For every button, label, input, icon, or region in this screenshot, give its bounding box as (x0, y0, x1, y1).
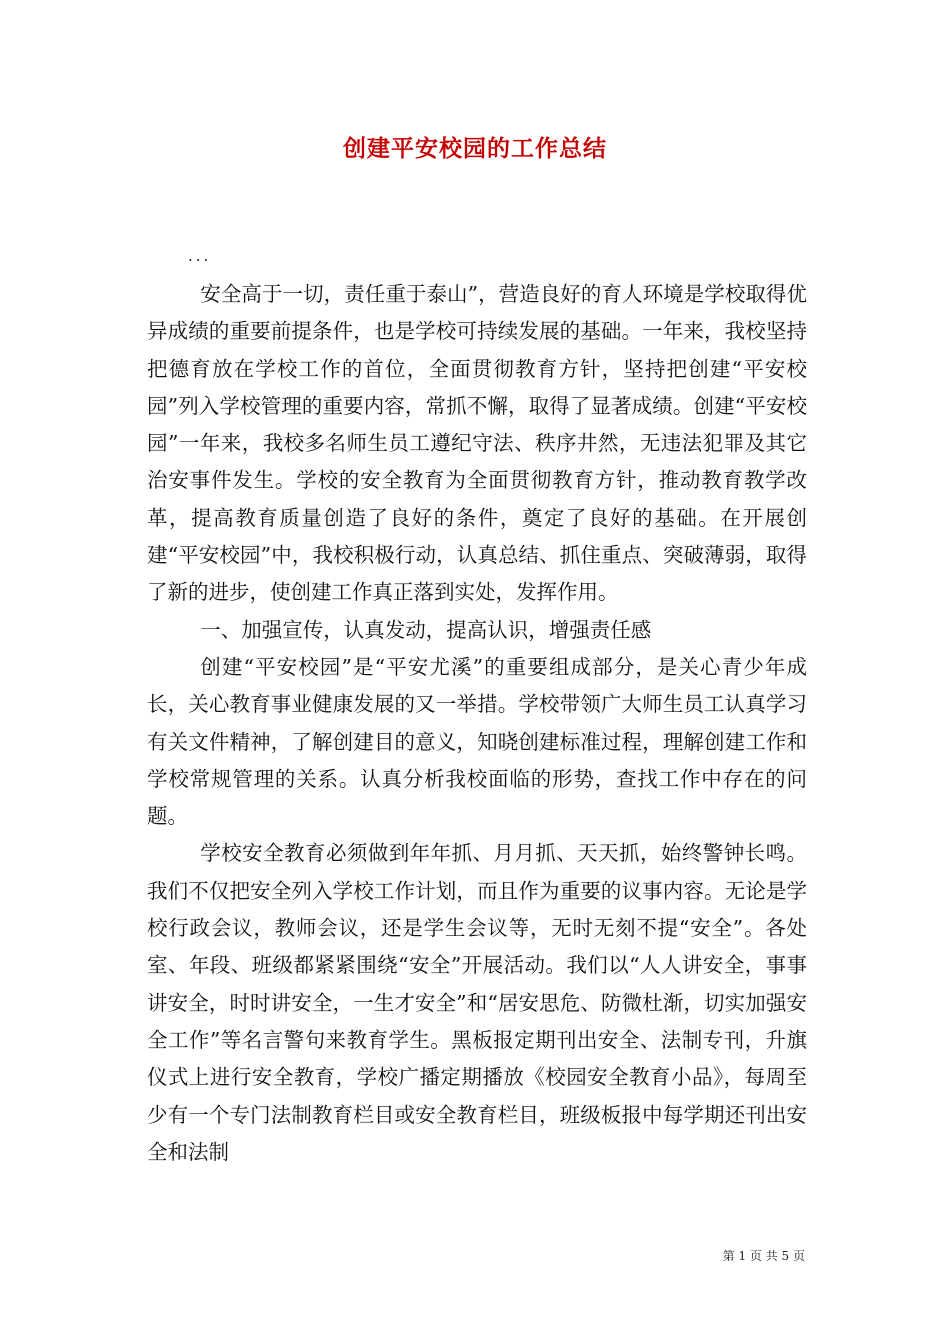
paragraph: 学校安全教育必须做到年年抓、月月抓、天天抓，始终警钟长鸣。我们不仅把安全列入学校工作计划，而且作为重要的议事内容。无论是学校行政会议，教师会议，还是学生会议等，无时无刻不提“安全”。各处室、年段、班级都紧紧围绕“安全”开展活动。我们以“人人讲安全，事事讲安全，时时讲安全，一生才安全”和“居安思危、防微杜渐，切实加强安全工作”等名言警句来教育学生。黑板报定期刊出安全、法制专刊，升旗仪式上进行安全教育，学校广播定期播放《校园安全教育小品》，每周至少有一个专门法制教育栏目或安全教育栏目，班级板报中每学期还刊出安全和法制 (147, 841, 807, 1164)
page-footer: 第 1 页 共 5 页 (722, 1249, 805, 1263)
ellipsis-mark: ... (188, 247, 212, 265)
paragraph: 安全高于一切，责任重于泰山”，营造良好的育人环境是学校取得优异成绩的重要前提条件，也是学校可持续发展的基础。一年来，我校坚持把德育放在学校工作的首位，全面贯彻教育方针，坚持把创建“平安校园”列入学校管理的重要内容，常抓不懈，取得了显著成绩。创建“平安校园”一年来，我校多名师生员工遵纪守法、秩序井然，无违法犯罪及其它治安事件发生。学校的安全教育为全面贯彻教育方针，推动教育教学改革，提高教育质量创造了良好的条件，奠定了良好的基础。在开展创建“平安校园”中，我校积极行动，认真总结、抓住重点、突破薄弱，取得了新的进步，使创建工作真正落到实处，发挥作用。 (147, 282, 807, 605)
body-text (147, 276, 807, 1171)
paragraph: 创建“平安校园”是“平安尤溪”的重要组成部分，是关心青少年成长，关心教育事业健康发展的又一举措。学校带领广大师生员工认真学习有关文件精神，了解创建目的意义，知晓创建标准过程，理解创建工作和学校常规管理的关系。认真分析我校面临的形势，查找工作中存在的问题。 (147, 654, 807, 829)
document-title: 创建平安校园的工作总结 (343, 135, 607, 162)
section-heading: 一、加强宣传，认真发动，提高认识，增强责任感 (200, 617, 652, 642)
